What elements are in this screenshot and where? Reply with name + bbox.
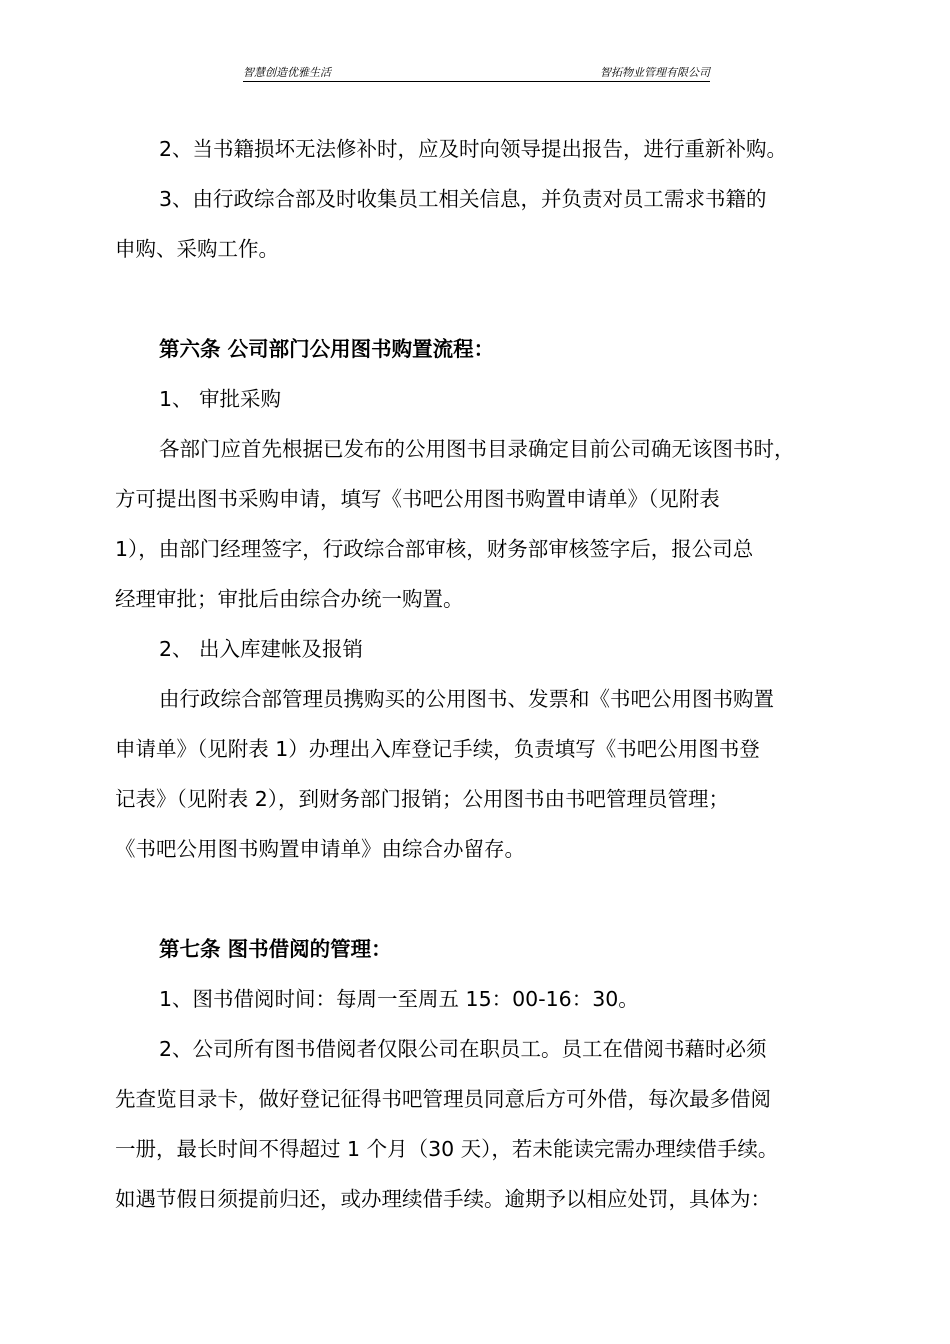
section-spacer [115, 874, 860, 924]
paragraph-line: 由行政综合部管理员携购买的公用图书、发票和《书吧公用图书购置 [159, 687, 774, 711]
paragraph-line: 《书吧公用图书购置申请单》由综合办留存。 [115, 837, 525, 861]
header-company: 智拓物业管理有限公司 [600, 66, 710, 79]
paragraph-line: 记表》（见附表 2），到财务部门报销；公用图书由书吧管理员管理； [115, 787, 730, 811]
paragraph-line: 方可提出图书采购申请，填写《书吧公用图书购置申请单》（见附表 [115, 487, 720, 511]
paragraph-line: 2、公司所有图书借阅者仅限公司在职员工。员工在借阅书藉时必须 [159, 1037, 767, 1061]
paragraph-line: 申购、采购工作。 [115, 237, 279, 261]
paragraph-line: 1、图书借阅时间：每周一至周五 15：00-16：30。 [159, 987, 639, 1011]
paragraph-line: 一册，最长时间不得超过 1 个月（30 天），若未能读完需办理续借手续。 [115, 1137, 779, 1161]
paragraph-line: 3、由行政综合部及时收集员工相关信息，并负责对员工需求书籍的 [159, 187, 767, 211]
paragraph-line: 先查览目录卡，做好登记征得书吧管理员同意后方可外借，每次最多借阅 [115, 1087, 771, 1111]
subsection-heading: 2、 出入库建帐及报销 [159, 637, 364, 661]
paragraph-line: 申请单》（见附表 1）办理出入库登记手续，负责填写《书吧公用图书登 [115, 737, 760, 761]
section-heading-article-6: 第六条 公司部门公用图书购置流程： [159, 337, 495, 361]
document-body [115, 124, 860, 1224]
subsection-heading: 1、 审批采购 [159, 387, 282, 411]
header-slogan: 智慧创造优雅生活 [243, 66, 331, 79]
paragraph-line: 经理审批；审批后由综合办统一购置。 [115, 587, 464, 611]
section-heading-article-7: 第七条 图书借阅的管理： [159, 937, 392, 961]
section-spacer [115, 274, 860, 324]
paragraph-line: 1），由部门经理签字，行政综合部审核，财务部审核签字后，报公司总 [115, 537, 754, 561]
paragraph-line: 2、当书籍损坏无法修补时，应及时向领导提出报告，进行重新补购。 [159, 137, 788, 161]
paragraph-line: 各部门应首先根据已发布的公用图书目录确定目前公司确无该图书时， [159, 437, 795, 461]
page-header [243, 66, 710, 82]
paragraph-line: 如遇节假日须提前归还，或办理续借手续。逾期予以相应处罚，具体为： [115, 1187, 771, 1211]
